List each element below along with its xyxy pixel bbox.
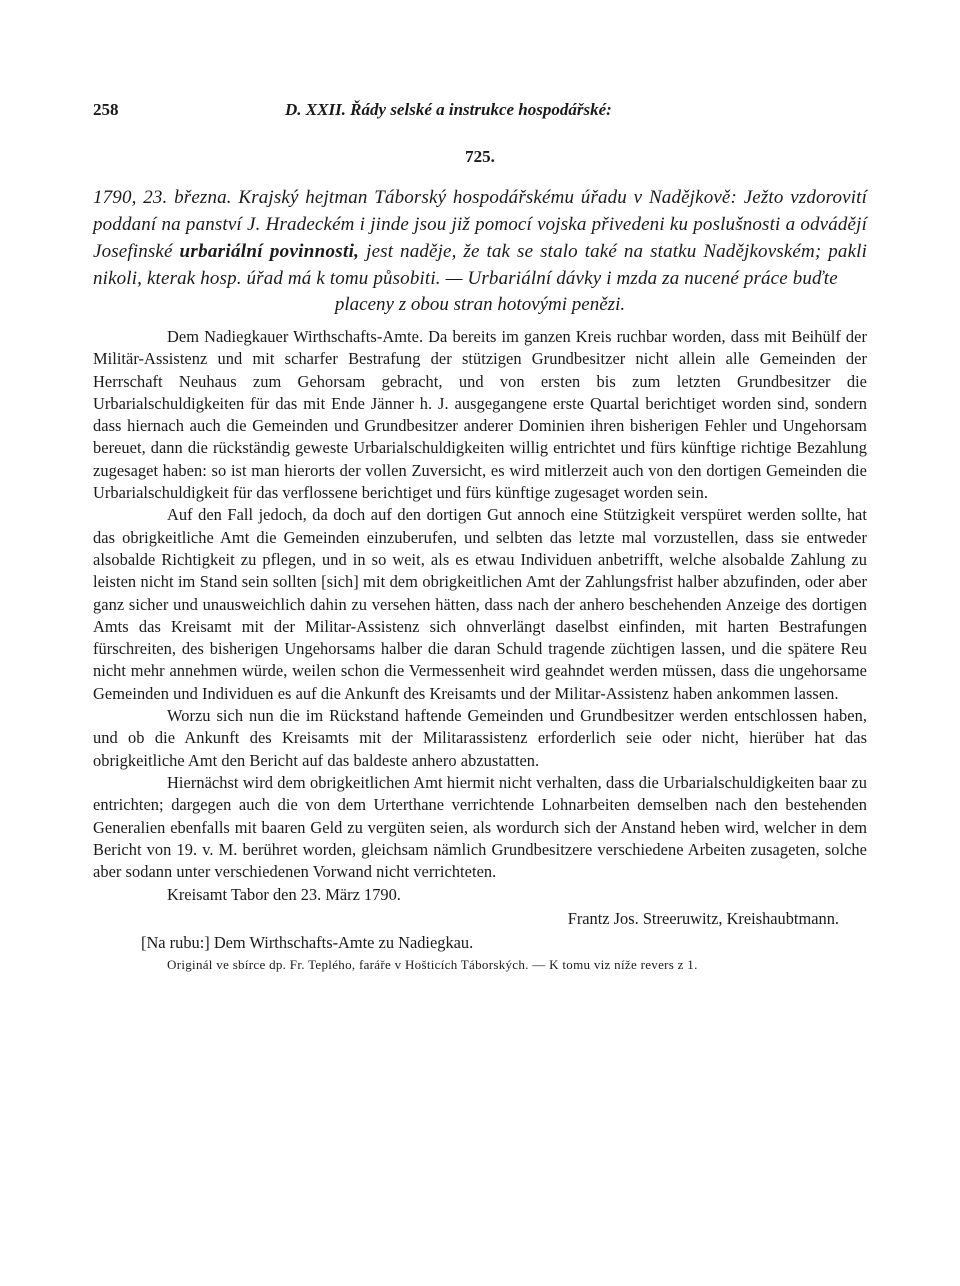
- closing: [93, 883, 867, 955]
- page: [93, 100, 867, 975]
- paragraph-1: Dem Nadiegkauer Wirthschafts-Amte. Da bereits im ganzen Kreis ruchbar worden, dass mit Beihülf der Militär-Assistenz und mit scharfer Bestrafung der stützigen Grundbesitzer nicht allein alle Gemeinden der Herrschaft Neuhaus zum Gehorsam gebracht, und von ersten bis zum letzten Grundbesitzer die Urbarialschuldigkeiten für das mit Ende Jänner h. J. ausgegangene erste Quartal berichtiget worden sind, sondern dass hiernach auch die Gemeinden und Grundbesitzer anderer Dominien ihren bisherigen Fehler und Ungehorsam bereuet, dann die rückständig geweste Urbarialschuldigkeiten willig entrichtet und fürs künftige richtige Bezahlung zugesaget haben: so ist man hierorts der vollen Zuversicht, es wird mitlerzeit auch von den dortigen Gemeinden die Urbarialschuldigkeit für das verflossene berichtiget und fürs künftige zugesaget worden sein.: [93, 327, 867, 503]
- place-date: Kreisamt Tabor den 23. März 1790.: [167, 885, 401, 905]
- paragraph-4: Hiernächst wird dem obrigkeitlichen Amt hiermit nicht verhalten, dass die Urbarialschuldigkeiten baar zu entrichten; dargegen auch die von dem Urterthane verrichtende Lohnarbeiten demselben nach den bestehenden Generalien ebenfalls mit baaren Geld zu vergüten seien, als wordurch sich der Anstand heben wird, welcher in dem Bericht von 19. v. M. berühret worden, gleichsam nämlich Grundbesitzere verschiedene Arbeiten zusageten, solche aber sodann unter verschiedenen Vorwand nicht verrichteten.: [93, 772, 867, 882]
- address-note: [Na rubu:] Dem Wirthschafts-Amte zu Nadiegkau.: [141, 933, 474, 953]
- paragraph-2: Auf den Fall jedoch, da doch auf den dortigen Gut annoch eine Stützigkeit verspüret werden sollte, hat das obrigkeitliche Amt die Gemeinden einzuberufen, und selbten das letzte mal vorzustellen, dass sie entweder alsobalde Richtigkeit zu pflegen, und in so weit, als es etwau Individuen anbetrifft, welche alsobalde Zahlung zu leisten nicht im Stand sein sollten [sich] mit dem obrigkeitlichen Amt der Zahlungsfrist halber abzufinden, oder aber ganz sicher und unausweichlich dahin zu versehen hätten, dass nach der anhero beschehenden Anzeige des dortigen Amts das Kreisamt mit der Militar-Assistenz sich ohnverlängt daselbst einfinden, mit harten Bestrafungen fürschreiten, des bisherigen Ungehorsams halber die daran Schuld tragende züchtigen lassen, und die spätere Reu nicht mehr annehmen würde, weilen schon die Vermessenheit wird geahndet werden müssen, dass die ungehorsame Gemeinden und Individuen es auf die Ankunft des Kreisamts und der Militar-Assistenz haben ankommen lassen.: [93, 505, 867, 703]
- regest-rest: jest naděje, že tak se stalo také na statku Nadějkovském; pakli nikoli, kterak hosp. úřad má k tomu působiti. — Urbariální dávky i mzda za nucené práce buďte: [93, 241, 868, 289]
- document-body: [93, 326, 867, 883]
- regest: [93, 184, 867, 292]
- source-note: Originál ve sbírce dp. Fr. Teplého, faráře v Hošticích Táborských. — K tomu viz níže revers z 1.: [167, 957, 698, 973]
- signature: Frantz Jos. Streeruwitz, Kreishaubtmann.: [567, 909, 839, 929]
- regest-emphasis: urbariální povinnosti,: [179, 241, 360, 262]
- running-title: D. XXII. Řády selské a instrukce hospodářské:: [285, 100, 612, 119]
- paragraph-3: Worzu sich nun die im Rückstand haftende Gemeinden und Grundbesitzer werden entschlossen haben, und ob die Ankunft des Kreisamts mit der Militarassistenz erforderlich seie oder nicht, hierüber hat das obrigkeitliche Amt den Bericht auf das baldeste anhero abzustatten.: [93, 706, 867, 770]
- regest-main: 1790, 23. března. Krajský hejtman Táborský hospodářskému úřadu v Nadějkově: Ježto vzdorovití poddaní na panství J. Hradeckém i jinde jsou již pomocí vojska přivedeni ku poslušnosti a odvádějí Josefinské: [93, 187, 867, 262]
- running-header: [93, 100, 867, 130]
- page-number: 258: [93, 100, 119, 119]
- regest-last-line: placeny z obou stran hotovými penězi.: [334, 294, 626, 315]
- document-number: 725.: [465, 147, 495, 166]
